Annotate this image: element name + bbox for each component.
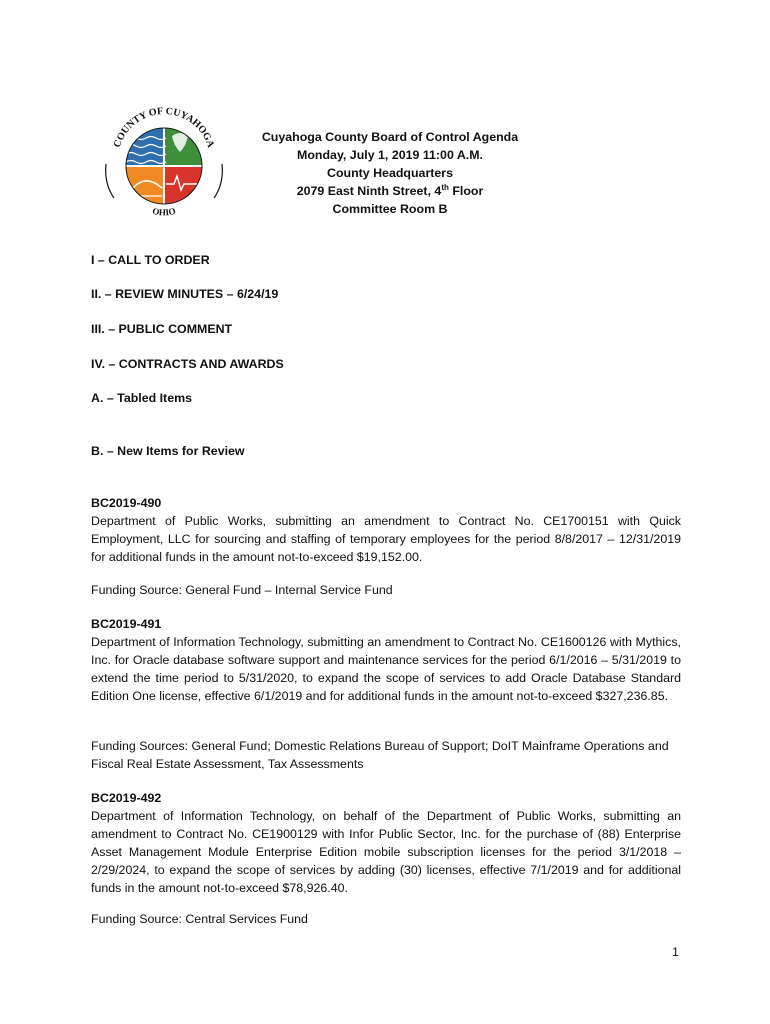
agenda-item xyxy=(91,494,681,566)
section-contracts-awards: IV. – CONTRACTS AND AWARDS xyxy=(91,357,284,371)
header-address: 2079 East Ninth Street, 4th Floor xyxy=(296,182,484,198)
item-id: BC2019-491 xyxy=(91,617,162,631)
county-seal-logo xyxy=(96,92,232,228)
agenda-item xyxy=(91,615,681,705)
section-review-minutes: II. – REVIEW MINUTES – 6/24/19 xyxy=(91,287,279,301)
item-description: Department of Public Works, submitting an amendment to Contract No. CE1700151 with Quick Employment, LLC for sourcing and staffing of temporary employees for the period 8/8/2017 – 12/31/2019 for additional funds in the amount not-to-exceed $19,152.00. xyxy=(91,514,681,564)
header-title: Cuyahoga County Board of Control Agenda xyxy=(261,130,519,144)
item-funding-source: Funding Sources: General Fund; Domestic Relations Bureau of Support; DoIT Mainframe Operations and Fiscal Real Estate Assessment, Tax Assessments xyxy=(91,739,669,771)
item-description: Department of Information Technology, submitting an amendment to Contract No. CE1600126 with Mythics, Inc. for Oracle database software support and maintenance services for the period 6/1/2016 – 5/31/2019 to extend the time period to 5/31/2020, to expand the scope of services to add Oracle Database Standard Edition One license, effective 6/1/2019 and for additional funds in the amount not-to-exceed $327,236.85. xyxy=(91,635,681,703)
section-new-items: B. – New Items for Review xyxy=(91,444,245,458)
header-room: Committee Room B xyxy=(332,202,448,216)
section-call-to-order: I – CALL TO ORDER xyxy=(91,253,210,267)
item-funding-source: Funding Source: General Fund – Internal Service Fund xyxy=(91,583,393,597)
section-tabled-items: A. – Tabled Items xyxy=(91,391,192,405)
item-id: BC2019-492 xyxy=(91,791,162,805)
item-funding-source: Funding Source: Central Services Fund xyxy=(91,912,308,926)
agenda-header xyxy=(240,128,540,218)
header-date: Monday, July 1, 2019 11:00 A.M. xyxy=(297,148,483,162)
svg-text:COUNTY OF CUYAHOGA: COUNTY OF CUYAHOGA xyxy=(111,105,217,150)
page-number: 1 xyxy=(672,945,679,959)
header-location: County Headquarters xyxy=(327,166,453,180)
section-public-comment: III. – PUBLIC COMMENT xyxy=(91,322,233,336)
item-id: BC2019-490 xyxy=(91,496,162,510)
item-description: Department of Information Technology, on behalf of the Department of Public Works, submitting an amendment to Contract No. CE1900129 with Infor Public Sector, Inc. for the purchase of (88) Enterprise Asset Management Module Enterprise Edition mobile subscription licenses for the period 3/1/2018 – 2/29/2024, to expand the scope of services by adding (30) licenses, effective 7/1/2019 and for additional funds in the amount not-to-exceed $78,926.40. xyxy=(91,809,681,895)
svg-text:OHIO: OHIO xyxy=(151,205,177,218)
agenda-item xyxy=(91,789,681,897)
